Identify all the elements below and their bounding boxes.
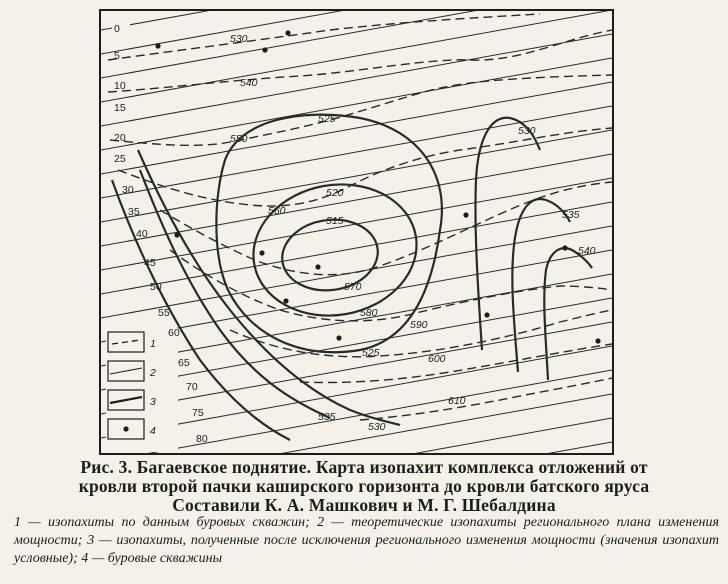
regional-label-25: 25: [114, 153, 126, 165]
caption-line-3: Составили К. А. Машкович и М. Г. Шебалдина: [172, 495, 556, 515]
residual-label-540: 540: [578, 245, 596, 257]
regional-label-65: 65: [178, 357, 190, 369]
borehole-label-600: 600: [428, 353, 446, 365]
regional-label-5: 5: [114, 50, 120, 62]
borehole-label-560: 560: [268, 205, 286, 217]
residual-label-520: 520: [326, 187, 344, 199]
residual-label-515: 515: [326, 215, 344, 227]
caption-line-1: Рис. 3. Багаевское поднятие. Карта изопахит комплекса отложений от: [80, 457, 648, 477]
regional-label-30: 30: [122, 184, 134, 196]
residual-label-535-bottom: 535: [318, 411, 336, 423]
regional-label-75: 75: [192, 407, 204, 419]
regional-label-50: 50: [150, 281, 162, 293]
regional-label-15: 15: [114, 102, 126, 114]
borehole-label-590: 590: [410, 319, 428, 331]
legend-key-2: 2: [150, 367, 156, 379]
residual-isopach-labels: [318, 113, 596, 433]
figure-caption: [0, 458, 728, 515]
regional-label-35: 35: [128, 206, 140, 218]
legend-key-1: 1: [150, 338, 156, 350]
regional-label-10: 10: [114, 80, 126, 92]
caption-line-2: кровли второй пачки каширского горизонта до кровли батского яруса: [78, 476, 650, 496]
legend-description: 1 — изопахиты по данным буровых скважин; 2 — теоретические изопахиты регионального плана изменения мощности; 3 — изопахиты, полученные после исключения регионального изменения мощности (значения изопахит условные); 4 — буровые скважины: [14, 515, 719, 566]
regional-label-40: 40: [136, 228, 148, 240]
regional-label-20: 20: [114, 132, 126, 144]
legend-key-4: 4: [150, 425, 156, 437]
borehole-label-610: 610: [448, 395, 466, 407]
residual-label-525-bottom: 525: [362, 347, 380, 359]
regional-label-60: 60: [168, 327, 180, 339]
map-legend: [106, 328, 178, 452]
legend-key-3: 3: [150, 396, 156, 408]
regional-label-80: 80: [196, 433, 208, 445]
regional-label-0: 0: [114, 23, 120, 35]
borehole-label-550: 550: [230, 133, 248, 145]
borehole-label-540: 540: [240, 77, 258, 89]
borehole-label-570: 570: [344, 281, 362, 293]
residual-isopach-lines: [112, 115, 592, 440]
borehole-label-530: 530: [230, 33, 248, 45]
regional-label-45: 45: [144, 257, 156, 269]
regional-label-55: 55: [158, 307, 170, 319]
residual-label-535-right: 535: [562, 209, 580, 221]
borehole-label-580: 580: [360, 307, 378, 319]
residual-label-530-bottom: 530: [368, 421, 386, 433]
residual-label-525-top: 525: [318, 113, 336, 125]
residual-label-530-right: 530: [518, 125, 536, 137]
regional-label-70: 70: [186, 381, 198, 393]
